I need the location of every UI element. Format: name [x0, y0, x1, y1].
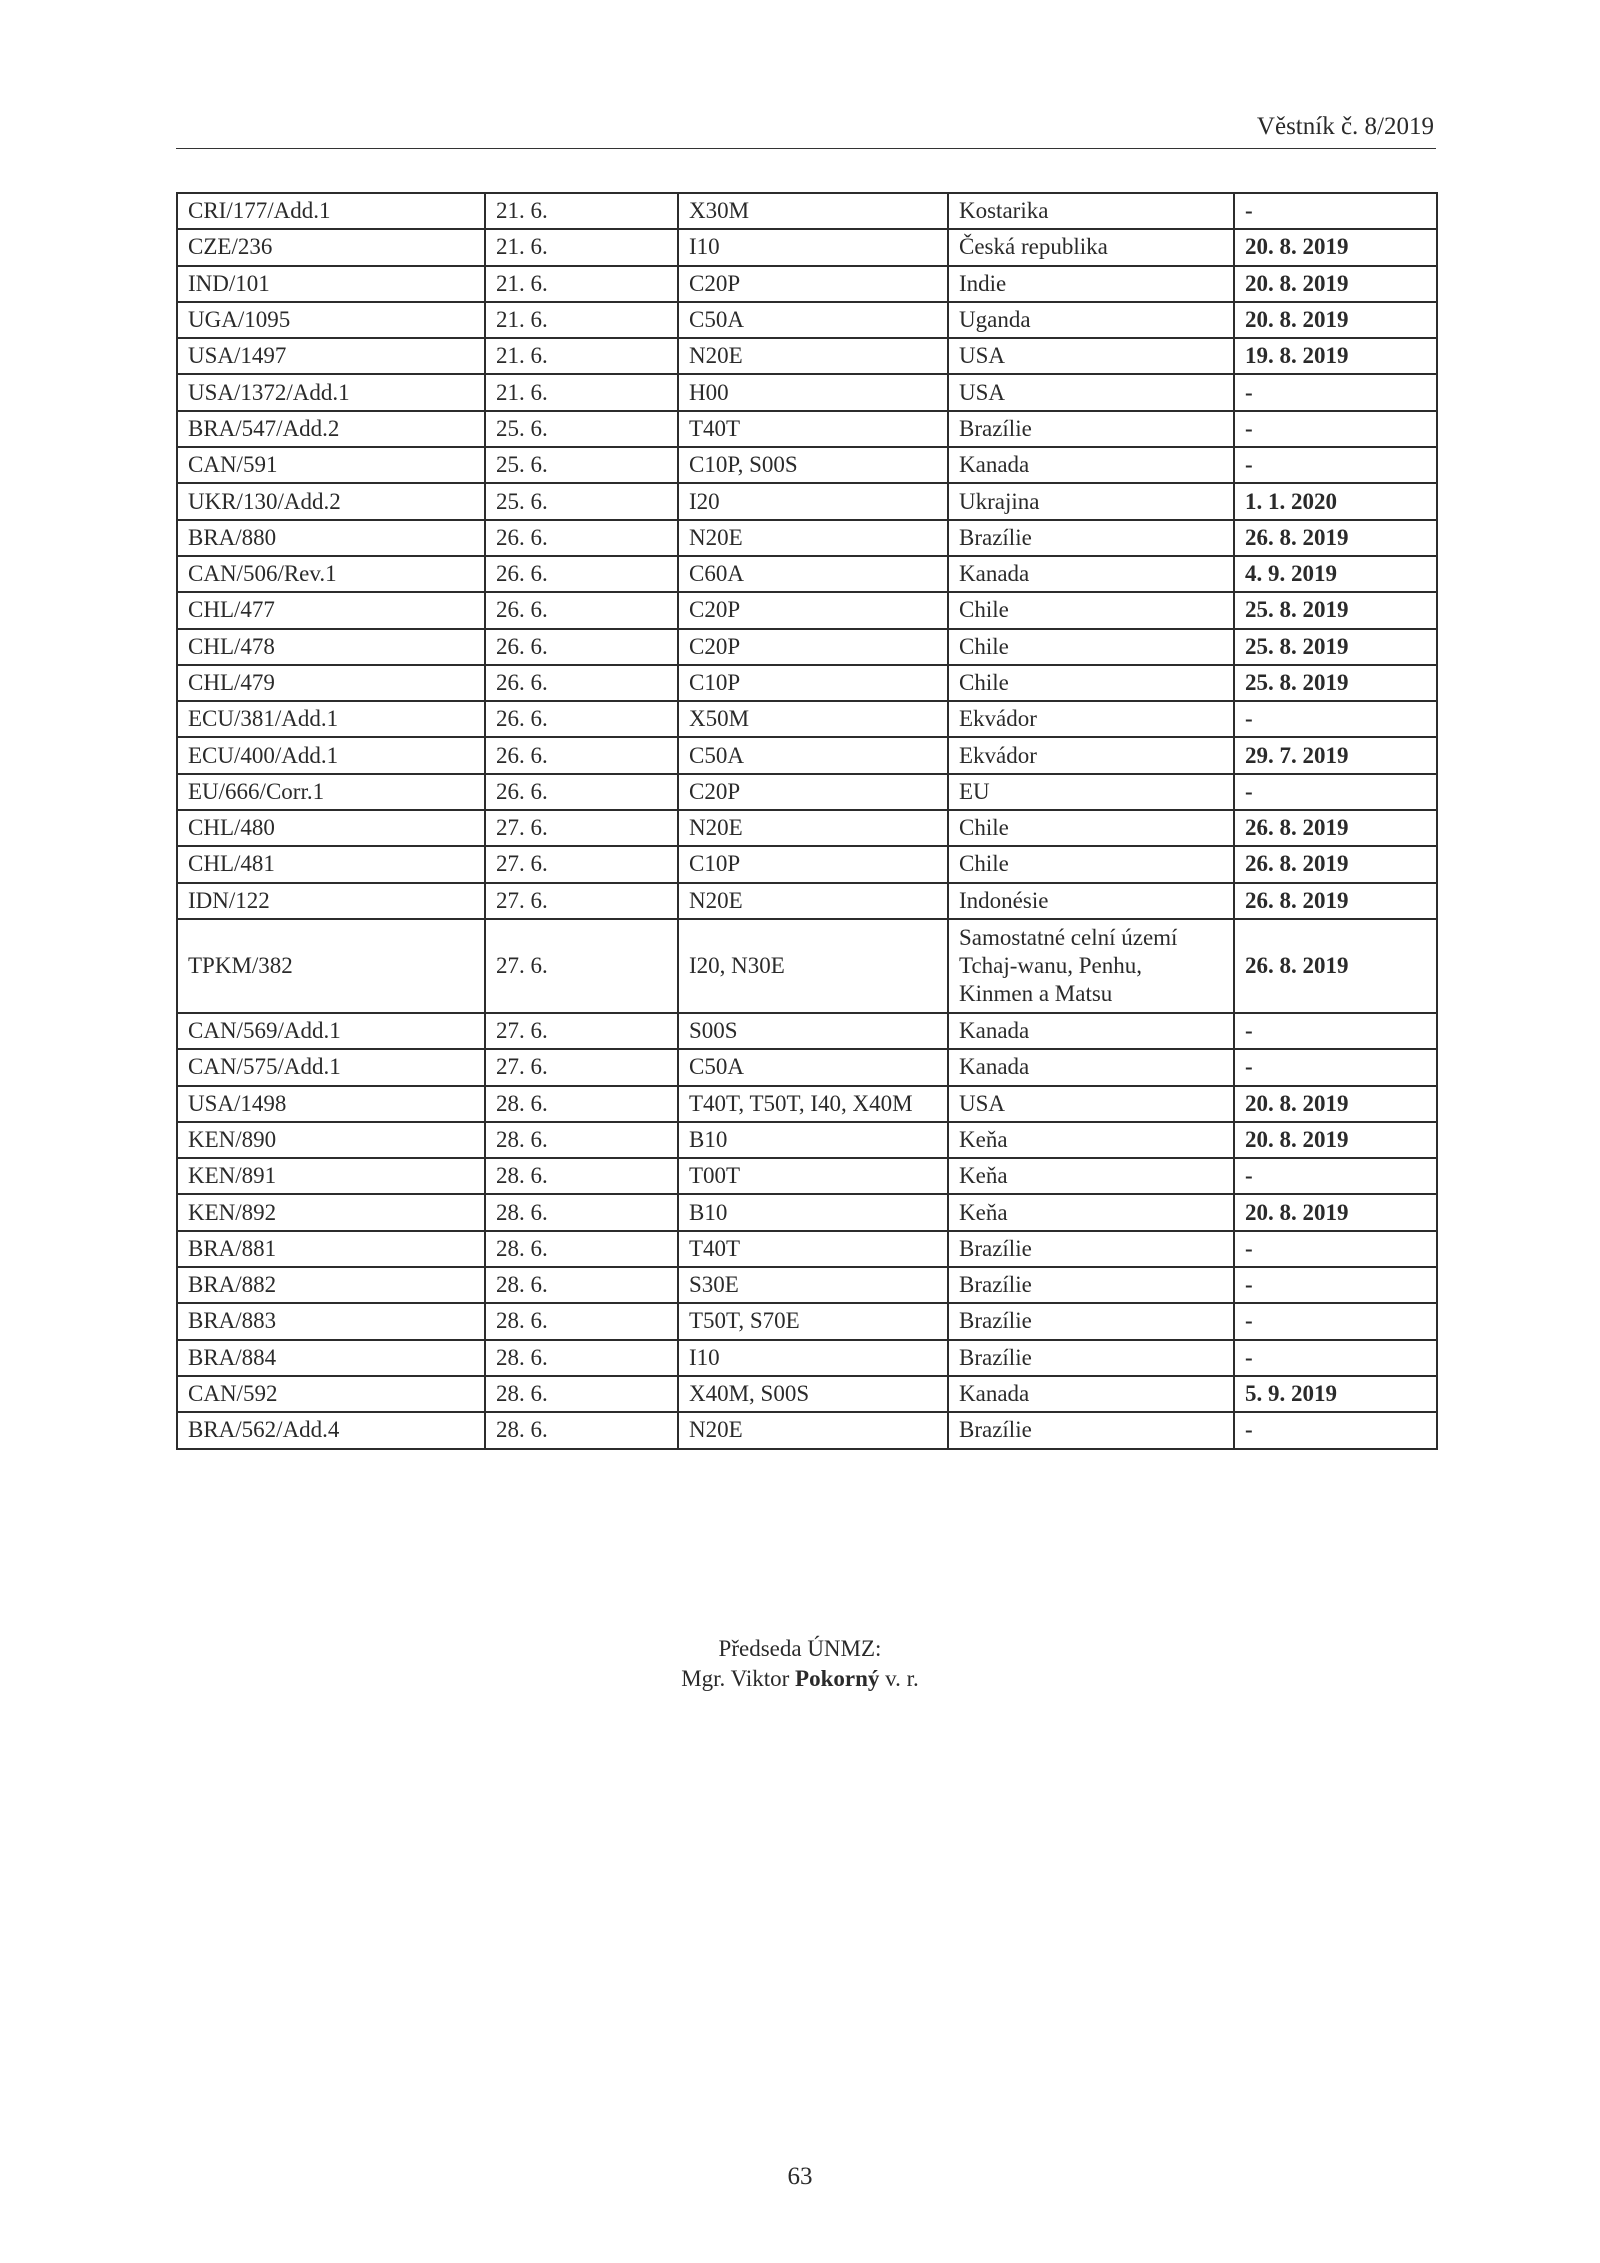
date-cell: 28. 6.	[485, 1376, 678, 1412]
date-cell: 26. 6.	[485, 520, 678, 556]
table-row	[177, 1013, 1437, 1049]
table-row	[177, 592, 1437, 628]
country-cell: Brazílie	[948, 1412, 1234, 1448]
date-cell: 25. 6.	[485, 411, 678, 447]
notification-id-cell: KEN/892	[177, 1194, 485, 1230]
table-row	[177, 374, 1437, 410]
table-row	[177, 883, 1437, 919]
country-cell: Keňa	[948, 1122, 1234, 1158]
deadline-cell: 26. 8. 2019	[1234, 520, 1437, 556]
table-row	[177, 701, 1437, 737]
table-row	[177, 1158, 1437, 1194]
notification-id-cell: EU/666/Corr.1	[177, 774, 485, 810]
deadline-cell: 1. 1. 2020	[1234, 483, 1437, 519]
date-cell: 26. 6.	[485, 737, 678, 773]
deadline-cell: 5. 9. 2019	[1234, 1376, 1437, 1412]
date-cell: 25. 6.	[485, 483, 678, 519]
deadline-cell: 26. 8. 2019	[1234, 846, 1437, 882]
country-cell: Ukrajina	[948, 483, 1234, 519]
date-cell: 28. 6.	[485, 1122, 678, 1158]
notification-id-cell: BRA/883	[177, 1303, 485, 1339]
country-cell: Brazílie	[948, 520, 1234, 556]
country-cell: Indie	[948, 266, 1234, 302]
notification-id-cell: CAN/592	[177, 1376, 485, 1412]
deadline-cell: 20. 8. 2019	[1234, 302, 1437, 338]
country-cell: USA	[948, 338, 1234, 374]
table-row	[177, 774, 1437, 810]
country-cell: Ekvádor	[948, 701, 1234, 737]
country-cell: Chile	[948, 665, 1234, 701]
deadline-cell: -	[1234, 701, 1437, 737]
table-row	[177, 737, 1437, 773]
table-row	[177, 483, 1437, 519]
table-row	[177, 338, 1437, 374]
country-cell: Uganda	[948, 302, 1234, 338]
ics-code-cell: T40T	[678, 411, 948, 447]
table-body	[177, 193, 1437, 1449]
table-row	[177, 665, 1437, 701]
country-cell: Ekvádor	[948, 737, 1234, 773]
table-row	[177, 229, 1437, 265]
deadline-cell: -	[1234, 1412, 1437, 1448]
ics-code-cell: I20, N30E	[678, 919, 948, 1013]
deadline-cell: -	[1234, 774, 1437, 810]
notification-id-cell: CHL/481	[177, 846, 485, 882]
date-cell: 28. 6.	[485, 1340, 678, 1376]
date-cell: 26. 6.	[485, 774, 678, 810]
ics-code-cell: I20	[678, 483, 948, 519]
table-row	[177, 556, 1437, 592]
deadline-cell: -	[1234, 374, 1437, 410]
table-row	[177, 447, 1437, 483]
journal-title: Věstník č. 8/2019	[1256, 113, 1434, 140]
signature-prefix: Mgr. Viktor	[681, 1666, 796, 1691]
notification-table	[176, 192, 1438, 1450]
ics-code-cell: N20E	[678, 883, 948, 919]
ics-code-cell: X40M, S00S	[678, 1376, 948, 1412]
date-cell: 27. 6.	[485, 846, 678, 882]
ics-code-cell: C10P	[678, 665, 948, 701]
deadline-cell: 25. 8. 2019	[1234, 665, 1437, 701]
table-row	[177, 846, 1437, 882]
notification-id-cell: CHL/479	[177, 665, 485, 701]
deadline-cell: -	[1234, 1267, 1437, 1303]
date-cell: 26. 6.	[485, 665, 678, 701]
country-cell: USA	[948, 1086, 1234, 1122]
deadline-cell: -	[1234, 1340, 1437, 1376]
notification-id-cell: IND/101	[177, 266, 485, 302]
table-row	[177, 1340, 1437, 1376]
notification-id-cell: CAN/575/Add.1	[177, 1049, 485, 1085]
date-cell: 28. 6.	[485, 1086, 678, 1122]
ics-code-cell: T40T	[678, 1231, 948, 1267]
notification-id-cell: USA/1372/Add.1	[177, 374, 485, 410]
notification-id-cell: USA/1497	[177, 338, 485, 374]
ics-code-cell: S00S	[678, 1013, 948, 1049]
ics-code-cell: C20P	[678, 266, 948, 302]
deadline-cell: 26. 8. 2019	[1234, 883, 1437, 919]
country-cell: Chile	[948, 629, 1234, 665]
deadline-cell: 25. 8. 2019	[1234, 629, 1437, 665]
deadline-cell: 20. 8. 2019	[1234, 266, 1437, 302]
country-cell: Kostarika	[948, 193, 1234, 229]
country-cell: Brazílie	[948, 1303, 1234, 1339]
country-cell: Brazílie	[948, 411, 1234, 447]
country-cell: Kanada	[948, 1049, 1234, 1085]
notification-id-cell: UKR/130/Add.2	[177, 483, 485, 519]
deadline-cell: 26. 8. 2019	[1234, 919, 1437, 1013]
table-row	[177, 1267, 1437, 1303]
ics-code-cell: C20P	[678, 592, 948, 628]
notification-id-cell: UGA/1095	[177, 302, 485, 338]
notification-id-cell: KEN/891	[177, 1158, 485, 1194]
ics-code-cell: N20E	[678, 810, 948, 846]
table-row	[177, 266, 1437, 302]
date-cell: 28. 6.	[485, 1303, 678, 1339]
date-cell: 26. 6.	[485, 592, 678, 628]
ics-code-cell: B10	[678, 1194, 948, 1230]
date-cell: 27. 6.	[485, 919, 678, 1013]
table-row	[177, 1231, 1437, 1267]
table-row	[177, 810, 1437, 846]
deadline-cell: -	[1234, 411, 1437, 447]
date-cell: 28. 6.	[485, 1412, 678, 1448]
ics-code-cell: X50M	[678, 701, 948, 737]
table-row	[177, 411, 1437, 447]
date-cell: 21. 6.	[485, 374, 678, 410]
notification-id-cell: BRA/881	[177, 1231, 485, 1267]
notification-id-cell: BRA/882	[177, 1267, 485, 1303]
notification-id-cell: BRA/562/Add.4	[177, 1412, 485, 1448]
signature-title: Předseda ÚNMZ:	[718, 1636, 882, 1661]
country-cell: Brazílie	[948, 1267, 1234, 1303]
country-cell: Kanada	[948, 556, 1234, 592]
date-cell: 27. 6.	[485, 1049, 678, 1085]
page-header	[176, 110, 1436, 149]
ics-code-cell: T40T, T50T, I40, X40M	[678, 1086, 948, 1122]
notification-id-cell: CAN/569/Add.1	[177, 1013, 485, 1049]
notification-id-cell: IDN/122	[177, 883, 485, 919]
ics-code-cell: H00	[678, 374, 948, 410]
country-cell: Česká republika	[948, 229, 1234, 265]
ics-code-cell: C20P	[678, 629, 948, 665]
notification-id-cell: CHL/477	[177, 592, 485, 628]
ics-code-cell: I10	[678, 1340, 948, 1376]
date-cell: 21. 6.	[485, 193, 678, 229]
ics-code-cell: C10P	[678, 846, 948, 882]
table-row	[177, 520, 1437, 556]
date-cell: 28. 6.	[485, 1194, 678, 1230]
date-cell: 28. 6.	[485, 1158, 678, 1194]
country-cell: EU	[948, 774, 1234, 810]
table-row	[177, 1122, 1437, 1158]
deadline-cell: -	[1234, 1158, 1437, 1194]
country-cell: Kanada	[948, 447, 1234, 483]
notification-id-cell: CAN/591	[177, 447, 485, 483]
ics-code-cell: T50T, S70E	[678, 1303, 948, 1339]
deadline-cell: 19. 8. 2019	[1234, 338, 1437, 374]
notification-id-cell: BRA/547/Add.2	[177, 411, 485, 447]
country-cell: Keňa	[948, 1194, 1234, 1230]
ics-code-cell: C20P	[678, 774, 948, 810]
notification-id-cell: CHL/478	[177, 629, 485, 665]
deadline-cell: 20. 8. 2019	[1234, 229, 1437, 265]
date-cell: 26. 6.	[485, 556, 678, 592]
ics-code-cell: C10P, S00S	[678, 447, 948, 483]
signature-surname: Pokorný	[795, 1666, 880, 1691]
table-row	[177, 919, 1437, 1013]
notification-id-cell: BRA/880	[177, 520, 485, 556]
table-row	[177, 1412, 1437, 1448]
country-cell: Chile	[948, 592, 1234, 628]
deadline-cell: -	[1234, 447, 1437, 483]
ics-code-cell: C50A	[678, 737, 948, 773]
country-cell: Chile	[948, 810, 1234, 846]
table-row	[177, 1049, 1437, 1085]
ics-code-cell: C50A	[678, 302, 948, 338]
date-cell: 28. 6.	[485, 1231, 678, 1267]
notification-id-cell: USA/1498	[177, 1086, 485, 1122]
country-cell: Chile	[948, 846, 1234, 882]
date-cell: 21. 6.	[485, 266, 678, 302]
notification-id-cell: CRI/177/Add.1	[177, 193, 485, 229]
date-cell: 21. 6.	[485, 302, 678, 338]
notification-id-cell: CZE/236	[177, 229, 485, 265]
notification-id-cell: TPKM/382	[177, 919, 485, 1013]
ics-code-cell: N20E	[678, 338, 948, 374]
country-cell: Kanada	[948, 1013, 1234, 1049]
country-cell: Brazílie	[948, 1340, 1234, 1376]
notification-id-cell: CHL/480	[177, 810, 485, 846]
table-row	[177, 1303, 1437, 1339]
date-cell: 26. 6.	[485, 701, 678, 737]
ics-code-cell: X30M	[678, 193, 948, 229]
deadline-cell: 20. 8. 2019	[1234, 1194, 1437, 1230]
country-cell: Indonésie	[948, 883, 1234, 919]
ics-code-cell: N20E	[678, 1412, 948, 1448]
date-cell: 21. 6.	[485, 338, 678, 374]
ics-code-cell: B10	[678, 1122, 948, 1158]
notification-id-cell: ECU/381/Add.1	[177, 701, 485, 737]
deadline-cell: -	[1234, 1303, 1437, 1339]
deadline-cell: -	[1234, 1013, 1437, 1049]
table-row	[177, 1194, 1437, 1230]
deadline-cell: 20. 8. 2019	[1234, 1086, 1437, 1122]
date-cell: 27. 6.	[485, 810, 678, 846]
signature-name-line	[0, 1664, 1600, 1694]
date-cell: 27. 6.	[485, 883, 678, 919]
date-cell: 28. 6.	[485, 1267, 678, 1303]
ics-code-cell: N20E	[678, 520, 948, 556]
deadline-cell: 26. 8. 2019	[1234, 810, 1437, 846]
date-cell: 25. 6.	[485, 447, 678, 483]
notification-id-cell: ECU/400/Add.1	[177, 737, 485, 773]
ics-code-cell: C50A	[678, 1049, 948, 1085]
page-number: 63	[787, 2163, 813, 2190]
deadline-cell: -	[1234, 1231, 1437, 1267]
country-cell: Keňa	[948, 1158, 1234, 1194]
notification-id-cell: BRA/884	[177, 1340, 485, 1376]
country-cell: Brazílie	[948, 1231, 1234, 1267]
country-cell: USA	[948, 374, 1234, 410]
country-cell: Samostatné celní území Tchaj-wanu, Penhu, Kinmen a Matsu	[948, 919, 1234, 1013]
notification-id-cell: CAN/506/Rev.1	[177, 556, 485, 592]
ics-code-cell: T00T	[678, 1158, 948, 1194]
deadline-cell: -	[1234, 1049, 1437, 1085]
signature-block	[0, 1634, 1600, 1694]
deadline-cell: 4. 9. 2019	[1234, 556, 1437, 592]
deadline-cell: 29. 7. 2019	[1234, 737, 1437, 773]
date-cell: 26. 6.	[485, 629, 678, 665]
deadline-cell: 20. 8. 2019	[1234, 1122, 1437, 1158]
table-row	[177, 629, 1437, 665]
date-cell: 27. 6.	[485, 1013, 678, 1049]
deadline-cell: -	[1234, 193, 1437, 229]
country-cell: Kanada	[948, 1376, 1234, 1412]
table-row	[177, 1376, 1437, 1412]
table-row	[177, 302, 1437, 338]
deadline-cell: 25. 8. 2019	[1234, 592, 1437, 628]
notification-id-cell: KEN/890	[177, 1122, 485, 1158]
ics-code-cell: C60A	[678, 556, 948, 592]
signature-suffix: v. r.	[879, 1666, 919, 1691]
table-row	[177, 1086, 1437, 1122]
ics-code-cell: I10	[678, 229, 948, 265]
ics-code-cell: S30E	[678, 1267, 948, 1303]
table-row	[177, 193, 1437, 229]
date-cell: 21. 6.	[485, 229, 678, 265]
